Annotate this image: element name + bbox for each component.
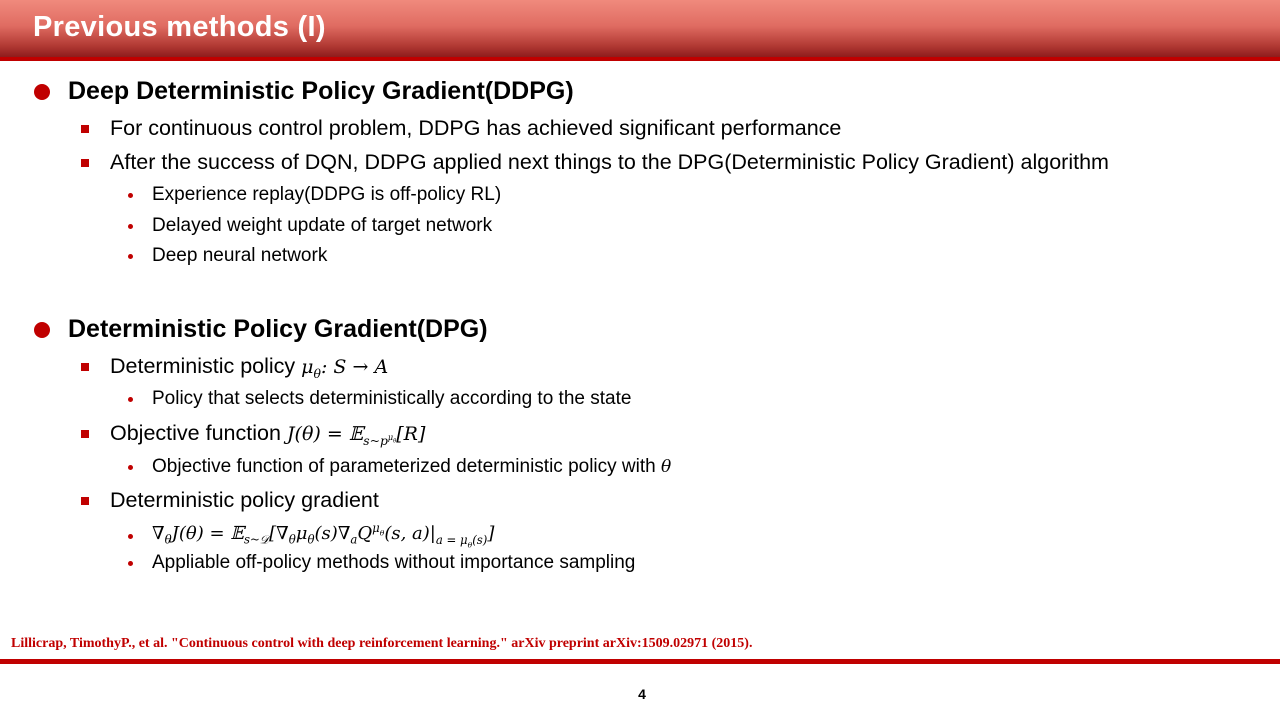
dpg-gradient-sub: Appliable off-policy methods without importance sampling <box>152 552 636 573</box>
ddpg-subpoint-3: Deep neural network <box>152 245 328 266</box>
policy-formula: $\mu_\theta$: S → A <box>301 356 389 381</box>
footer-divider <box>0 659 1280 664</box>
ddpg-point-1: For continuous control problem, DDPG has achieved significant performance <box>110 116 842 140</box>
ddpg-point-2: After the success of DQN, DDPG applied next things to the DPG(Deterministic Policy Gradient) algorithm <box>110 150 1109 174</box>
gradient-formula: $\nabla_\theta J(\theta)$ = $𝔼_{s\sim 𝒟}[\nabla_\theta\mu_\theta(s)\nabla_aQ^{\mu_\theta}(s$, $a)|_{a = \mu_\theta(s)}$] <box>152 521 495 549</box>
reference-citation: Lillicrap, TimothyP., et al. "Continuous control with deep reinforcement learning." arXiv preprint arXiv:1509.02971 (2015). <box>11 636 753 651</box>
bullet-square-icon <box>81 125 89 133</box>
ddpg-subpoint-2: Delayed weight update of target network <box>152 215 493 236</box>
dpg-policy-point <box>110 354 388 381</box>
bullet-small-dot-icon <box>128 397 133 402</box>
dpg-heading: Deterministic Policy Gradient(DPG) <box>68 315 488 343</box>
bullet-small-dot-icon <box>128 534 133 539</box>
bullet-dot-icon <box>34 322 50 338</box>
objective-formula: J(θ) = 𝔼$_{s\sim p^{\mu_\theta}}$[R] <box>286 423 426 448</box>
dpg-gradient-label: Deterministic policy gradient <box>110 488 379 512</box>
dpg-objective-point <box>110 421 425 448</box>
bullet-small-dot-icon <box>128 254 133 259</box>
bullet-dot-icon <box>34 84 50 100</box>
dpg-policy-label: Deterministic policy <box>110 354 296 378</box>
dpg-objective-sub <box>152 456 671 478</box>
dpg-policy-sub: Policy that selects deterministically according to the state <box>152 388 632 409</box>
bullet-square-icon <box>81 363 89 371</box>
dpg-objective-label: Objective function <box>110 421 281 445</box>
theta-symbol: θ <box>661 457 672 477</box>
bullet-small-dot-icon <box>128 465 133 470</box>
bullet-small-dot-icon <box>128 193 133 198</box>
ddpg-subpoint-1: Experience replay(DDPG is off-policy RL) <box>152 184 502 205</box>
bullet-small-dot-icon <box>128 224 133 229</box>
page-number: 4 <box>638 686 646 702</box>
title-underline <box>0 57 1280 61</box>
bullet-small-dot-icon <box>128 561 133 566</box>
ddpg-heading: Deep Deterministic Policy Gradient(DDPG) <box>68 77 574 105</box>
bullet-square-icon <box>81 430 89 438</box>
bullet-square-icon <box>81 159 89 167</box>
dpg-objective-sub-text: Objective function of parameterized deterministic policy with <box>152 456 656 477</box>
bullet-square-icon <box>81 497 89 505</box>
slide-title: Previous methods (I) <box>33 11 326 43</box>
